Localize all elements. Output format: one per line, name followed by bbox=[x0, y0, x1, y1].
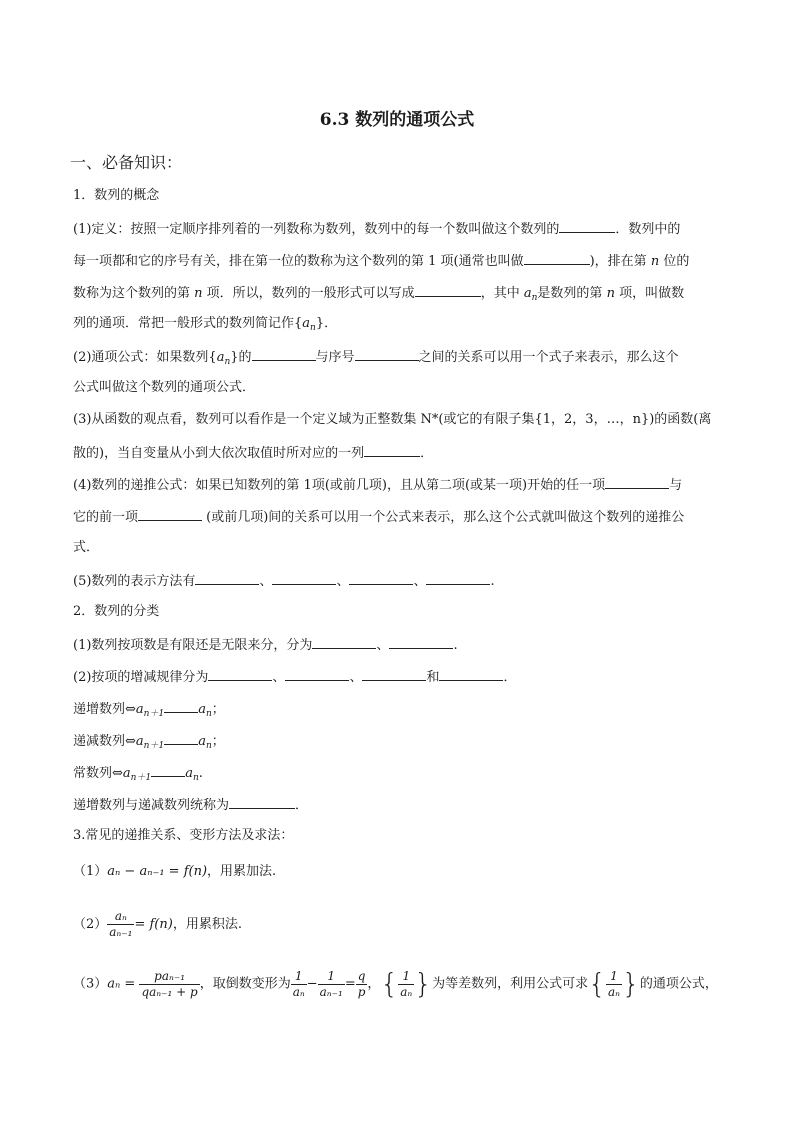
fraction: $\frac{1}{\text{aₙ₋₁}}$ bbox=[319, 968, 343, 999]
classification-heading: 2．数列的分类 bbox=[73, 604, 160, 619]
blank bbox=[355, 346, 419, 361]
definition-line-4: 列的通项．常把一般形式的数列简记作$\{a_n\}$． bbox=[73, 316, 338, 333]
fraction: $\frac{1}{\text{aₙ}}$ bbox=[607, 968, 620, 999]
blank bbox=[229, 794, 295, 809]
recurrence-line-1: (4)数列的递推公式：如果已知数列的第 1项(或前几项)，且从第二项(或某一项)开始的任一项 与 bbox=[73, 474, 682, 496]
blank bbox=[252, 346, 316, 361]
fraction: $\frac{\text{paₙ₋₁}}{\text{qaₙ₋₁ + p}}$ bbox=[141, 968, 198, 999]
definition-line-1: (1)定义：按照一定顺序排列着的一列数称为数列，数列中的每一个数叫做这个数列的 ．数列中的 bbox=[73, 218, 680, 240]
general-term-line-1: (2)通项公式：如果数列$\{a_n\}$的 与序号 之间的关系可以用一个式子来表示，那么这个 bbox=[73, 346, 679, 372]
method-3: （3）aₙ = $\frac{\text{paₙ₋₁}}{\text{qaₙ₋₁ + p}}$ ，取倒数变形为 $\frac{1}{\text{aₙ}}$ − $\frac{1}{\text{aₙ₋₁}}$ = $\frac{q}{p}$ ，{ $\frac{1}{\text{aₙ}}$ }为等差数列，利用公式可求{ $\frac{1}{\text{aₙ}}$ }的通项公式， bbox=[73, 967, 718, 1000]
decreasing-line: 递减数列$\Leftrightarrow a_{n+1}$ $a_n$； bbox=[73, 730, 225, 756]
definition-line-3: 数称为这个数列的第 n 项．所以，数列的一般形式可以写成 ，其中 $a_n$是数列的第 n 项，叫做数 bbox=[73, 282, 684, 308]
blank bbox=[285, 666, 349, 681]
blank bbox=[524, 250, 590, 265]
blank bbox=[426, 570, 490, 585]
blank bbox=[312, 634, 376, 649]
page-title: 6.3 数列的通项公式 bbox=[319, 110, 475, 130]
blank bbox=[151, 762, 185, 777]
concept-heading: 1．数列的概念 bbox=[73, 188, 160, 203]
blank bbox=[362, 666, 426, 681]
fraction: $\frac{\text{aₙ}}{\text{aₙ₋₁}}$ bbox=[109, 909, 133, 939]
monotonic-line: 递增数列与递减数列统称为 ． bbox=[73, 794, 308, 816]
fraction: $\frac{q}{p}$ bbox=[357, 968, 366, 999]
classification-line-2: (2)按项的增减规律分为 、 、 和 ． bbox=[73, 666, 516, 688]
blank bbox=[415, 282, 481, 297]
blank bbox=[389, 634, 453, 649]
blank bbox=[439, 666, 503, 681]
blank bbox=[272, 570, 336, 585]
section-heading: 一、必备知识： bbox=[70, 153, 183, 172]
fraction: $\frac{1}{\text{aₙ}}$ bbox=[400, 968, 413, 999]
blank bbox=[195, 570, 259, 585]
blank bbox=[559, 218, 615, 233]
recurrence-line-2: 它的前一项 (或前几项)间的关系可以用一个公式来表示，那么这个公式就叫做这个数列的递推公 bbox=[73, 506, 684, 528]
blank bbox=[164, 730, 198, 745]
function-view-line-1: (3)从函数的观点看，数列可以看作是一个定义域为正整数集 N*(或它的有限子集{1，2，3，…，n})的函数(离 bbox=[73, 412, 712, 427]
blank bbox=[364, 442, 420, 457]
blank bbox=[349, 570, 413, 585]
recurrence-line-3: 式． bbox=[73, 540, 100, 555]
function-view-line-2: 散的)，当自变量从小到大依次取值时所对应的一列 ． bbox=[73, 442, 433, 464]
classification-line-1: (1)数列按项数是有限还是无限来分，分为 、 . bbox=[73, 634, 458, 656]
fraction: $\frac{1}{\text{aₙ}}$ bbox=[292, 968, 305, 999]
blank bbox=[138, 506, 202, 521]
recurrence-methods-heading: 3.常见的递推关系、变形方法及求法： bbox=[73, 828, 294, 843]
method-2: （2） $\frac{\text{aₙ}}{\text{aₙ₋₁}}$ = f(n)，用累积法. bbox=[73, 909, 242, 939]
representation-line: (5)数列的表示方法有 、 、 、 . bbox=[73, 570, 495, 592]
blank bbox=[164, 698, 198, 713]
blank bbox=[208, 666, 272, 681]
definition-line-2: 每一项都和它的序号有关，排在第一位的数称为这个数列的第 1 项(通常也叫做 )，排在第 n 位的 bbox=[73, 250, 689, 272]
increasing-line: 递增数列$\Leftrightarrow a_{n+1}$ $a_n$； bbox=[73, 698, 225, 724]
formula: aₙ − aₙ₋₁ = f(n) bbox=[107, 864, 208, 879]
method-1: （1）aₙ − aₙ₋₁ = f(n)，用累加法. bbox=[73, 864, 277, 879]
constant-line: 常数列$\Leftrightarrow a_{n+1}$ $a_n$. bbox=[73, 762, 203, 788]
blank bbox=[605, 474, 669, 489]
general-term-line-2: 公式叫做这个数列的通项公式． bbox=[73, 380, 256, 395]
